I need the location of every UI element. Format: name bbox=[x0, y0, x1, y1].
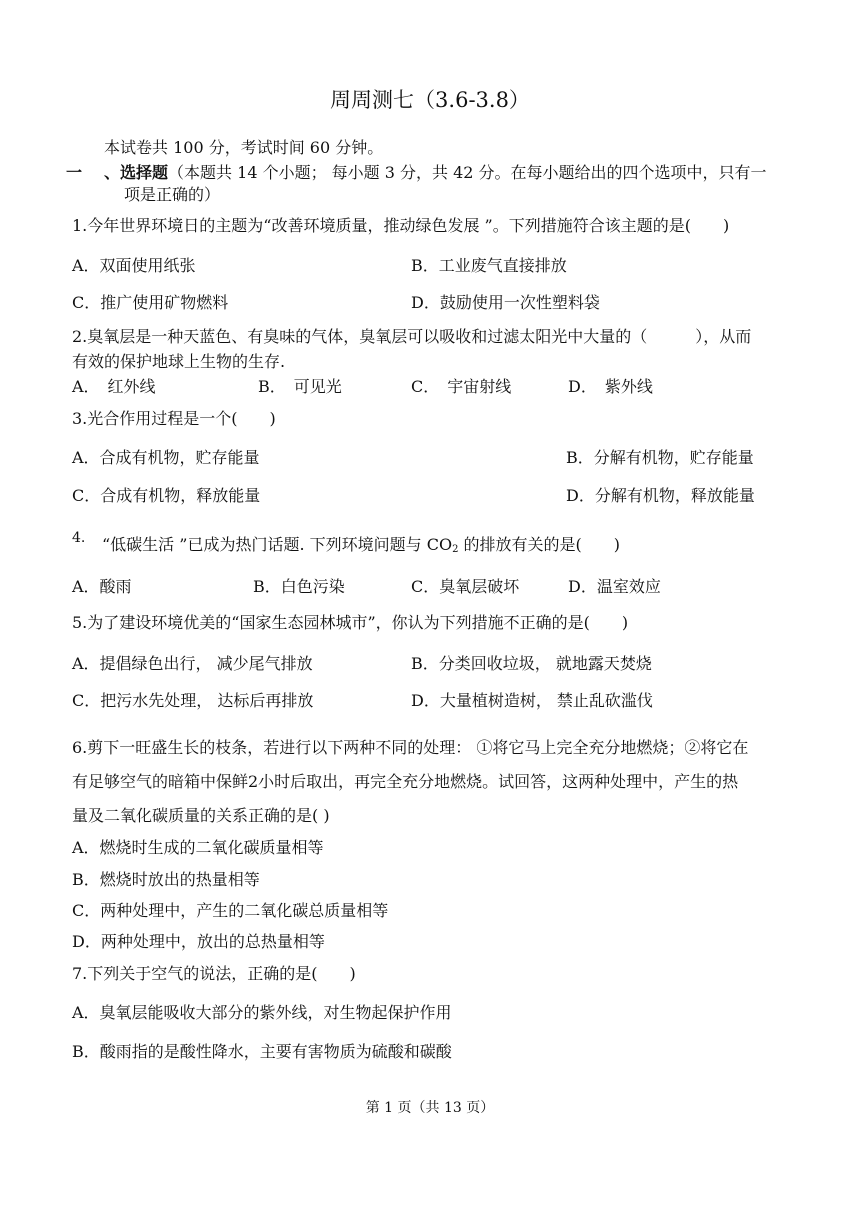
section-description: （本题共 14 个小题； 每小题 3 分，共 42 分。在每小题给出的四个选项中，只有一 bbox=[168, 163, 767, 182]
question-2-stem: 2.臭氧层是一种天蓝色、有臭味的气体，臭氧层可以吸收和过滤太阳光中大量的（ ），从而 bbox=[72, 327, 752, 346]
question-3-option-d: D．分解有机物，释放能量 bbox=[566, 486, 755, 505]
section-separator: 、 bbox=[104, 163, 121, 182]
question-1-option-a: A．双面使用纸张 bbox=[72, 256, 196, 275]
question-2-option-a: A． 红外线 bbox=[72, 377, 156, 396]
question-5-stem: 5.为了建设环境优美的“国家生态园林城市”，你认为下列措施不正确的是( ) bbox=[72, 613, 629, 632]
question-3-stem: 3.光合作用过程是一个( ) bbox=[72, 409, 276, 428]
question-6-stem-cont-1: 有足够空气的暗箱中保鲜2小时后取出，再完全充分地燃烧。试回答，这两种处理中，产生的热 bbox=[72, 772, 739, 791]
section-number: 一 bbox=[66, 163, 83, 182]
question-6-option-d: D．两种处理中，放出的总热量相等 bbox=[72, 932, 325, 951]
section-heading bbox=[66, 163, 767, 183]
question-7-stem: 7.下列关于空气的说法，正确的是( ) bbox=[72, 964, 356, 983]
question-4-option-c: C．臭氧层破坏 bbox=[411, 577, 520, 596]
question-2-option-b: B． 可见光 bbox=[258, 377, 342, 396]
question-4-stem-text: “低碳生活 ”已成为热门话题. 下列环境问题与 CO bbox=[102, 535, 453, 554]
question-6-option-b: B．燃烧时放出的热量相等 bbox=[72, 870, 260, 889]
question-2-option-d: D． 紫外线 bbox=[568, 377, 653, 396]
question-2-option-c: C． 宇宙射线 bbox=[411, 377, 512, 396]
page-title: 周周测七（3.6-3.8） bbox=[330, 88, 530, 112]
question-2-stem-cont: 有效的保护地球上生物的生存. bbox=[72, 352, 286, 371]
question-1-option-b: B．工业废气直接排放 bbox=[411, 256, 567, 275]
question-3-option-b: B．分解有机物，贮存能量 bbox=[566, 448, 754, 467]
question-3-option-a: A．合成有机物，贮存能量 bbox=[72, 448, 260, 467]
question-5-option-b: B．分类回收垃圾， 就地露天焚烧 bbox=[411, 654, 652, 673]
question-6-stem: 6.剪下一旺盛生长的枝条，若进行以下两种不同的处理： ①将它马上完全充分地燃烧；②将它在 bbox=[72, 738, 749, 757]
question-5-option-a: A．提倡绿色出行， 减少尾气排放 bbox=[72, 654, 313, 673]
question-6-stem-cont-2: 量及二氧化碳质量的关系正确的是( ) bbox=[72, 806, 330, 825]
question-1-stem: 1.今年世界环境日的主题为“改善环境质量，推动绿色发展 ”。下列措施符合该主题的是( ) bbox=[72, 216, 730, 235]
question-3-option-c: C．合成有机物，释放能量 bbox=[72, 486, 261, 505]
section-name: 选择题 bbox=[120, 163, 169, 182]
question-5-option-c: C．把污水先处理， 达标后再排放 bbox=[72, 691, 314, 710]
question-4-stem-end: 的排放有关的是( ) bbox=[458, 535, 621, 554]
question-7-option-b: B．酸雨指的是酸性降水，主要有害物质为硫酸和碳酸 bbox=[72, 1042, 452, 1061]
exam-intro: 本试卷共 100 分，考试时间 60 分钟。 bbox=[104, 138, 384, 157]
question-4-option-d: D．温室效应 bbox=[568, 577, 661, 596]
question-6-option-c: C．两种处理中，产生的二氧化碳总质量相等 bbox=[72, 901, 389, 920]
question-4-option-b: B．白色污染 bbox=[253, 577, 345, 596]
question-5-option-d: D．大量植树造树， 禁止乱砍滥伐 bbox=[411, 691, 653, 710]
question-4-stem bbox=[102, 535, 620, 555]
question-4-number: 4. bbox=[72, 530, 86, 546]
question-4-option-a: A．酸雨 bbox=[72, 577, 132, 596]
question-1-option-d: D．鼓励使用一次性塑料袋 bbox=[411, 293, 600, 312]
question-7-option-a: A．臭氧层能吸收大部分的紫外线，对生物起保护作用 bbox=[72, 1003, 452, 1022]
page-footer: 第 1 页（共 13 页） bbox=[365, 1100, 495, 1116]
section-description-cont: 项是正确的） bbox=[124, 185, 221, 204]
question-1-option-c: C．推广使用矿物燃料 bbox=[72, 293, 229, 312]
question-4-stem-subscript: 2 bbox=[452, 544, 459, 555]
question-6-option-a: A．燃烧时生成的二氧化碳质量相等 bbox=[72, 838, 324, 857]
